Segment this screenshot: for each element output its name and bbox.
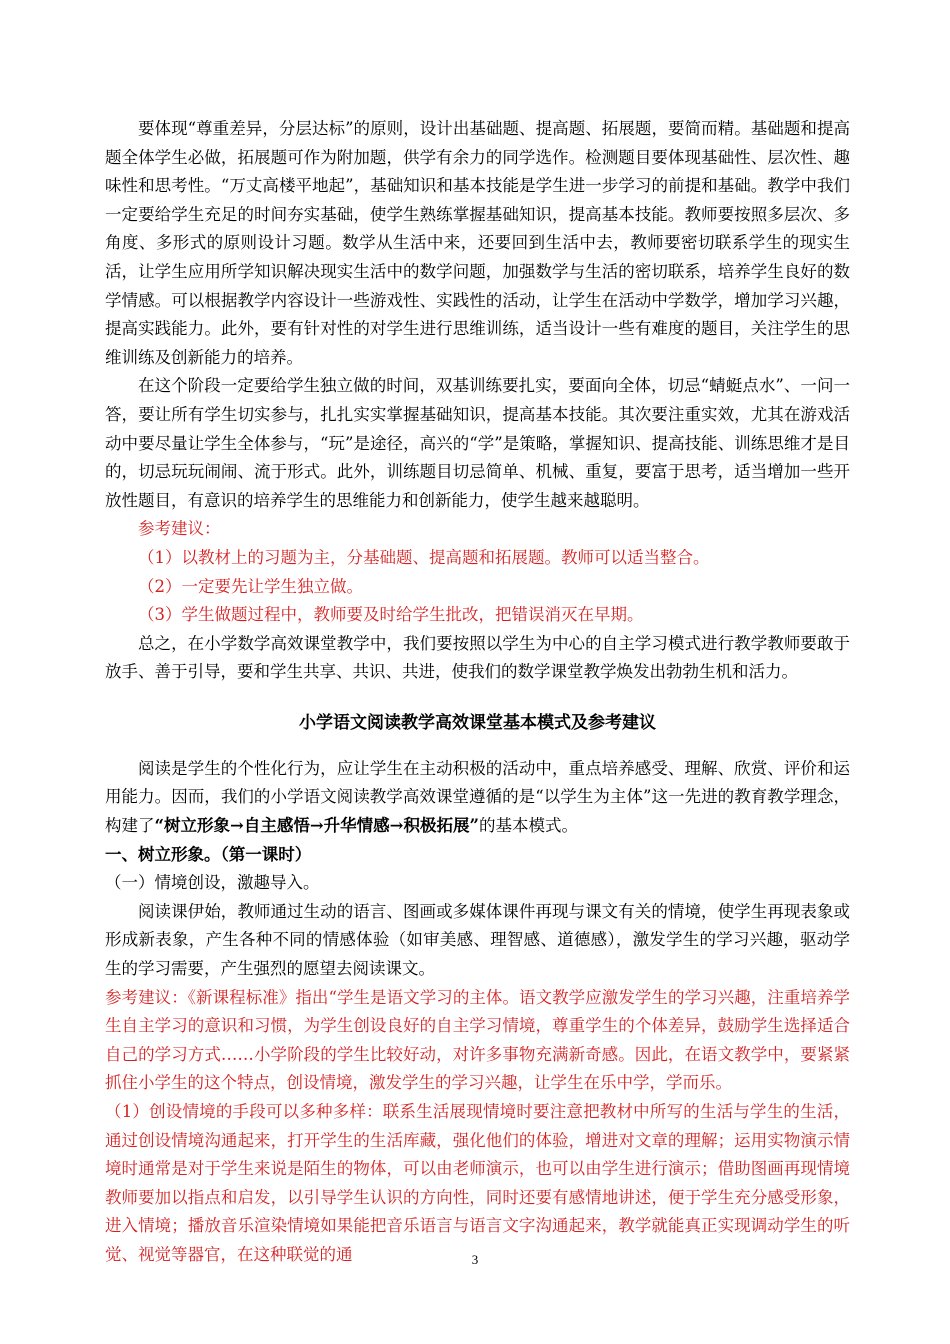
page-number: 3 <box>471 1252 479 1267</box>
subheading-one: （一）情境创设，激趣导入。 <box>105 873 320 893</box>
intro-model-bold: “树立形象→自主感悟→升华情感→积极拓展” <box>154 816 479 836</box>
heading-one: 一、树立形象。（第一课时） <box>105 844 312 864</box>
intro-text: 阅读是学生的个性化行为，应让学生在主动积极的活动中，重点培养感受、理解、欣赏、评价和运用能力。因而，我们的小学语文阅读教学高效课堂遵循的是“以学生为主体”这一先进的教育教学理念，构建了 <box>105 758 850 836</box>
document-page <box>105 115 850 1270</box>
paragraph-independent-practice: 在这个阶段一定要给学生独立做的时间，双基训练要扎实，要面向全体，切忌“蜻蜓点水”、一问一答，要让所有学生切实参与，扎扎实实掌握基础知识，提高基本技能。其次要注重实效，尤其在游戏活动中要尽量让学生全体参与，“玩”是途径，高兴的“学”是策略，掌握知识、提高技能、训练思维才是目的，切忌玩玩闹闹、流于形式。此外，训练题目切忌简单、机械、重复，要富于思考，适当增加一些开放性题目，有意识的培养学生的思维能力和创新能力，使学生越来越聪明。 <box>105 376 850 510</box>
paragraph-situation-methods: （1）创设情境的手段可以多种多样：联系生活展现情境时要注意把教材中所写的生活与学生的生活，通过创设情境沟通起来，打开学生的生活库藏，强化他们的体验，增进对文章的理解；运用实物演示情境时通常是对于学生来说是陌生的物体，可以由老师演示，也可以由学生进行演示；借助图画再现情境教师要加以指点和启发，以引导学生认识的方向性，同时还要有感情地讲述，便于学生充分感受形象，进入情境；播放音乐渲染情境如果能把音乐语言与语言文字沟通起来，教学就能真正实现调动学生的听觉、视觉等器官，在这种联觉的通 <box>105 1102 850 1264</box>
paragraph-conclusion: 总之，在小学数学高效课堂教学中，我们要按照以学生为中心的自主学习模式进行教学教师要敢于放手、善于引导，要和学生共享、共识、共进，使我们的数学课堂教学焕发出勃勃生机和活力。 <box>105 633 850 682</box>
intro-end: 的基本模式。 <box>478 816 578 836</box>
suggestions-heading: 参考建议： <box>138 519 221 539</box>
suggestion-item: （3）学生做题过程中，教师要及时给学生批改，把错误消灭在早期。 <box>138 605 644 625</box>
paragraph-intro <box>105 755 850 841</box>
paragraph-reference-suggestion: 参考建议：《新课程标准》指出“学生是语文学习的主体。语文教学应激发学生的学习兴趣，注重培养学生自主学习的意识和习惯，为学生创设良好的自主学习情境，尊重学生的个体差异，鼓励学生选择适合自己的学习方式……小学阶段的学生比较好动，对许多事物充满新奇感。因此，在语文教学中，要紧紧抓住小学生的这个特点，创设情境，激发学生的学习兴趣，让学生在乐中学，学而乐。 <box>105 987 850 1093</box>
paragraph-reading-start: 阅读课伊始，教师通过生动的语言、图画或多媒体课件再现与课文有关的情境，使学生再现表象或形成新表象，产生各种不同的情感体验（如审美感、理智感、道德感），激发学生的学习兴趣，驱动学生的学习需要，产生强烈的愿望去阅读课文。 <box>105 901 850 979</box>
paragraph-exercise-design: 要体现“尊重差异，分层达标”的原则，设计出基础题、提高题、拓展题，要简而精。基础题和提高题全体学生必做，拓展题可作为附加题，供学有余力的同学选作。检测题目要体现基础性、层次性、趣味性和思考性。“万丈高楼平地起”，基础知识和基本技能是学生进一步学习的前提和基础。教学中我们一定要给学生充足的时间夯实基础，使学生熟练掌握基础知识，提高基本技能。教师要按照多层次、多角度、多形式的原则设计习题。数学从生活中来，还要回到生活中去，教师要密切联系学生的现实生活，让学生应用所学知识解决现实生活中的数学问题，加强数学与生活的密切联系，培养学生良好的数学情感。可以根据教学内容设计一些游戏性、实践性的活动，让学生在活动中学数学，增加学习兴趣，提高实践能力。此外，要有针对性的对学生进行思维训练，适当设计一些有难度的题目，关注学生的思维训练及创新能力的培养。 <box>105 119 850 367</box>
suggestion-item: （1）以教材上的习题为主，分基础题、提高题和拓展题。教师可以适当整合。 <box>138 547 710 567</box>
section-title: 小学语文阅读教学高效课堂基本模式及参考建议 <box>299 712 656 733</box>
suggestion-item: （2）一定要先让学生独立做。 <box>138 576 363 596</box>
